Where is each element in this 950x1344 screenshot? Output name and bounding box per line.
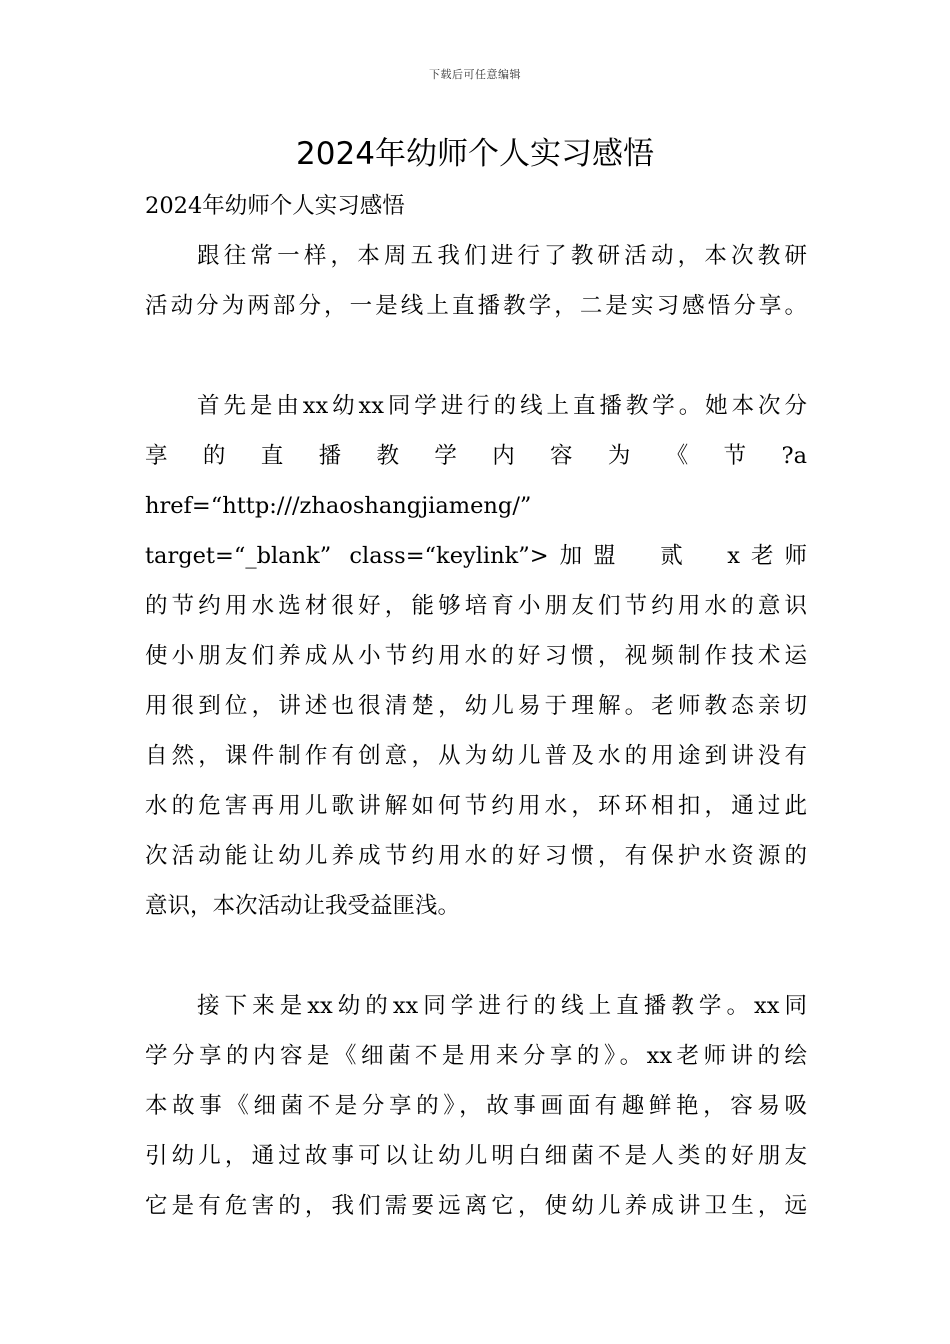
text-line: 首先是由xx幼xx同学进行的线上直播教学。她本次分	[197, 393, 807, 419]
document-body	[145, 181, 807, 1231]
paragraph-2	[145, 381, 807, 931]
page-header-note: 下载后可任意编辑	[429, 68, 521, 81]
text-line: 接下来是xx幼的xx同学进行的线上直播教学。xx同	[197, 993, 807, 1019]
text-line: 使小朋友们养成从小节约用水的好习惯，视频制作技术运	[145, 643, 807, 669]
text-line: 自然，课件制作有创意，从为幼儿普及水的用途到讲没有	[145, 743, 807, 769]
text-line: target=“_blank” class=“keylink”>加盟 贰 x老师	[145, 543, 807, 569]
text-line: 意识，本次活动让我受益匪浅。	[145, 893, 461, 919]
text-line: 引幼儿，通过故事可以让幼儿明白细菌不是人类的好朋友	[145, 1143, 807, 1169]
paragraph-3	[145, 981, 807, 1231]
text-line: 活动分为两部分，一是线上直播教学，二是实习感悟分享。	[145, 293, 807, 319]
subtitle-line: 2024年幼师个人实习感悟	[145, 193, 405, 219]
text-line: 本故事《细菌不是分享的》，故事画面有趣鲜艳，容易吸	[145, 1093, 807, 1119]
paragraph-spacer	[145, 331, 807, 381]
paragraph-1	[145, 231, 807, 331]
text-line: 它是有危害的，我们需要远离它，使幼儿养成讲卫生，远	[145, 1193, 807, 1219]
text-line: 用很到位，讲述也很清楚，幼儿易于理解。老师教态亲切	[145, 693, 807, 719]
text-line: 次活动能让幼儿养成节约用水的好习惯，有保护水资源的	[145, 843, 807, 869]
document-title: 2024年幼师个人实习感悟	[296, 136, 654, 172]
text-line: href=“http:///zhaoshangjiameng/”	[145, 493, 532, 519]
text-line: 的节约用水选材很好，能够培育小朋友们节约用水的意识	[145, 593, 807, 619]
text-line: 水的危害再用儿歌讲解如何节约用水，环环相扣，通过此	[145, 793, 807, 819]
text-line: 学分享的内容是《细菌不是用来分享的》。xx老师讲的绘	[145, 1043, 807, 1069]
text-line: 享 的 直 播 教 学 内 容 为 《 节 ?a	[145, 443, 807, 469]
paragraph-spacer	[145, 931, 807, 981]
text-line: 跟往常一样，本周五我们进行了教研活动，本次教研	[197, 243, 807, 269]
